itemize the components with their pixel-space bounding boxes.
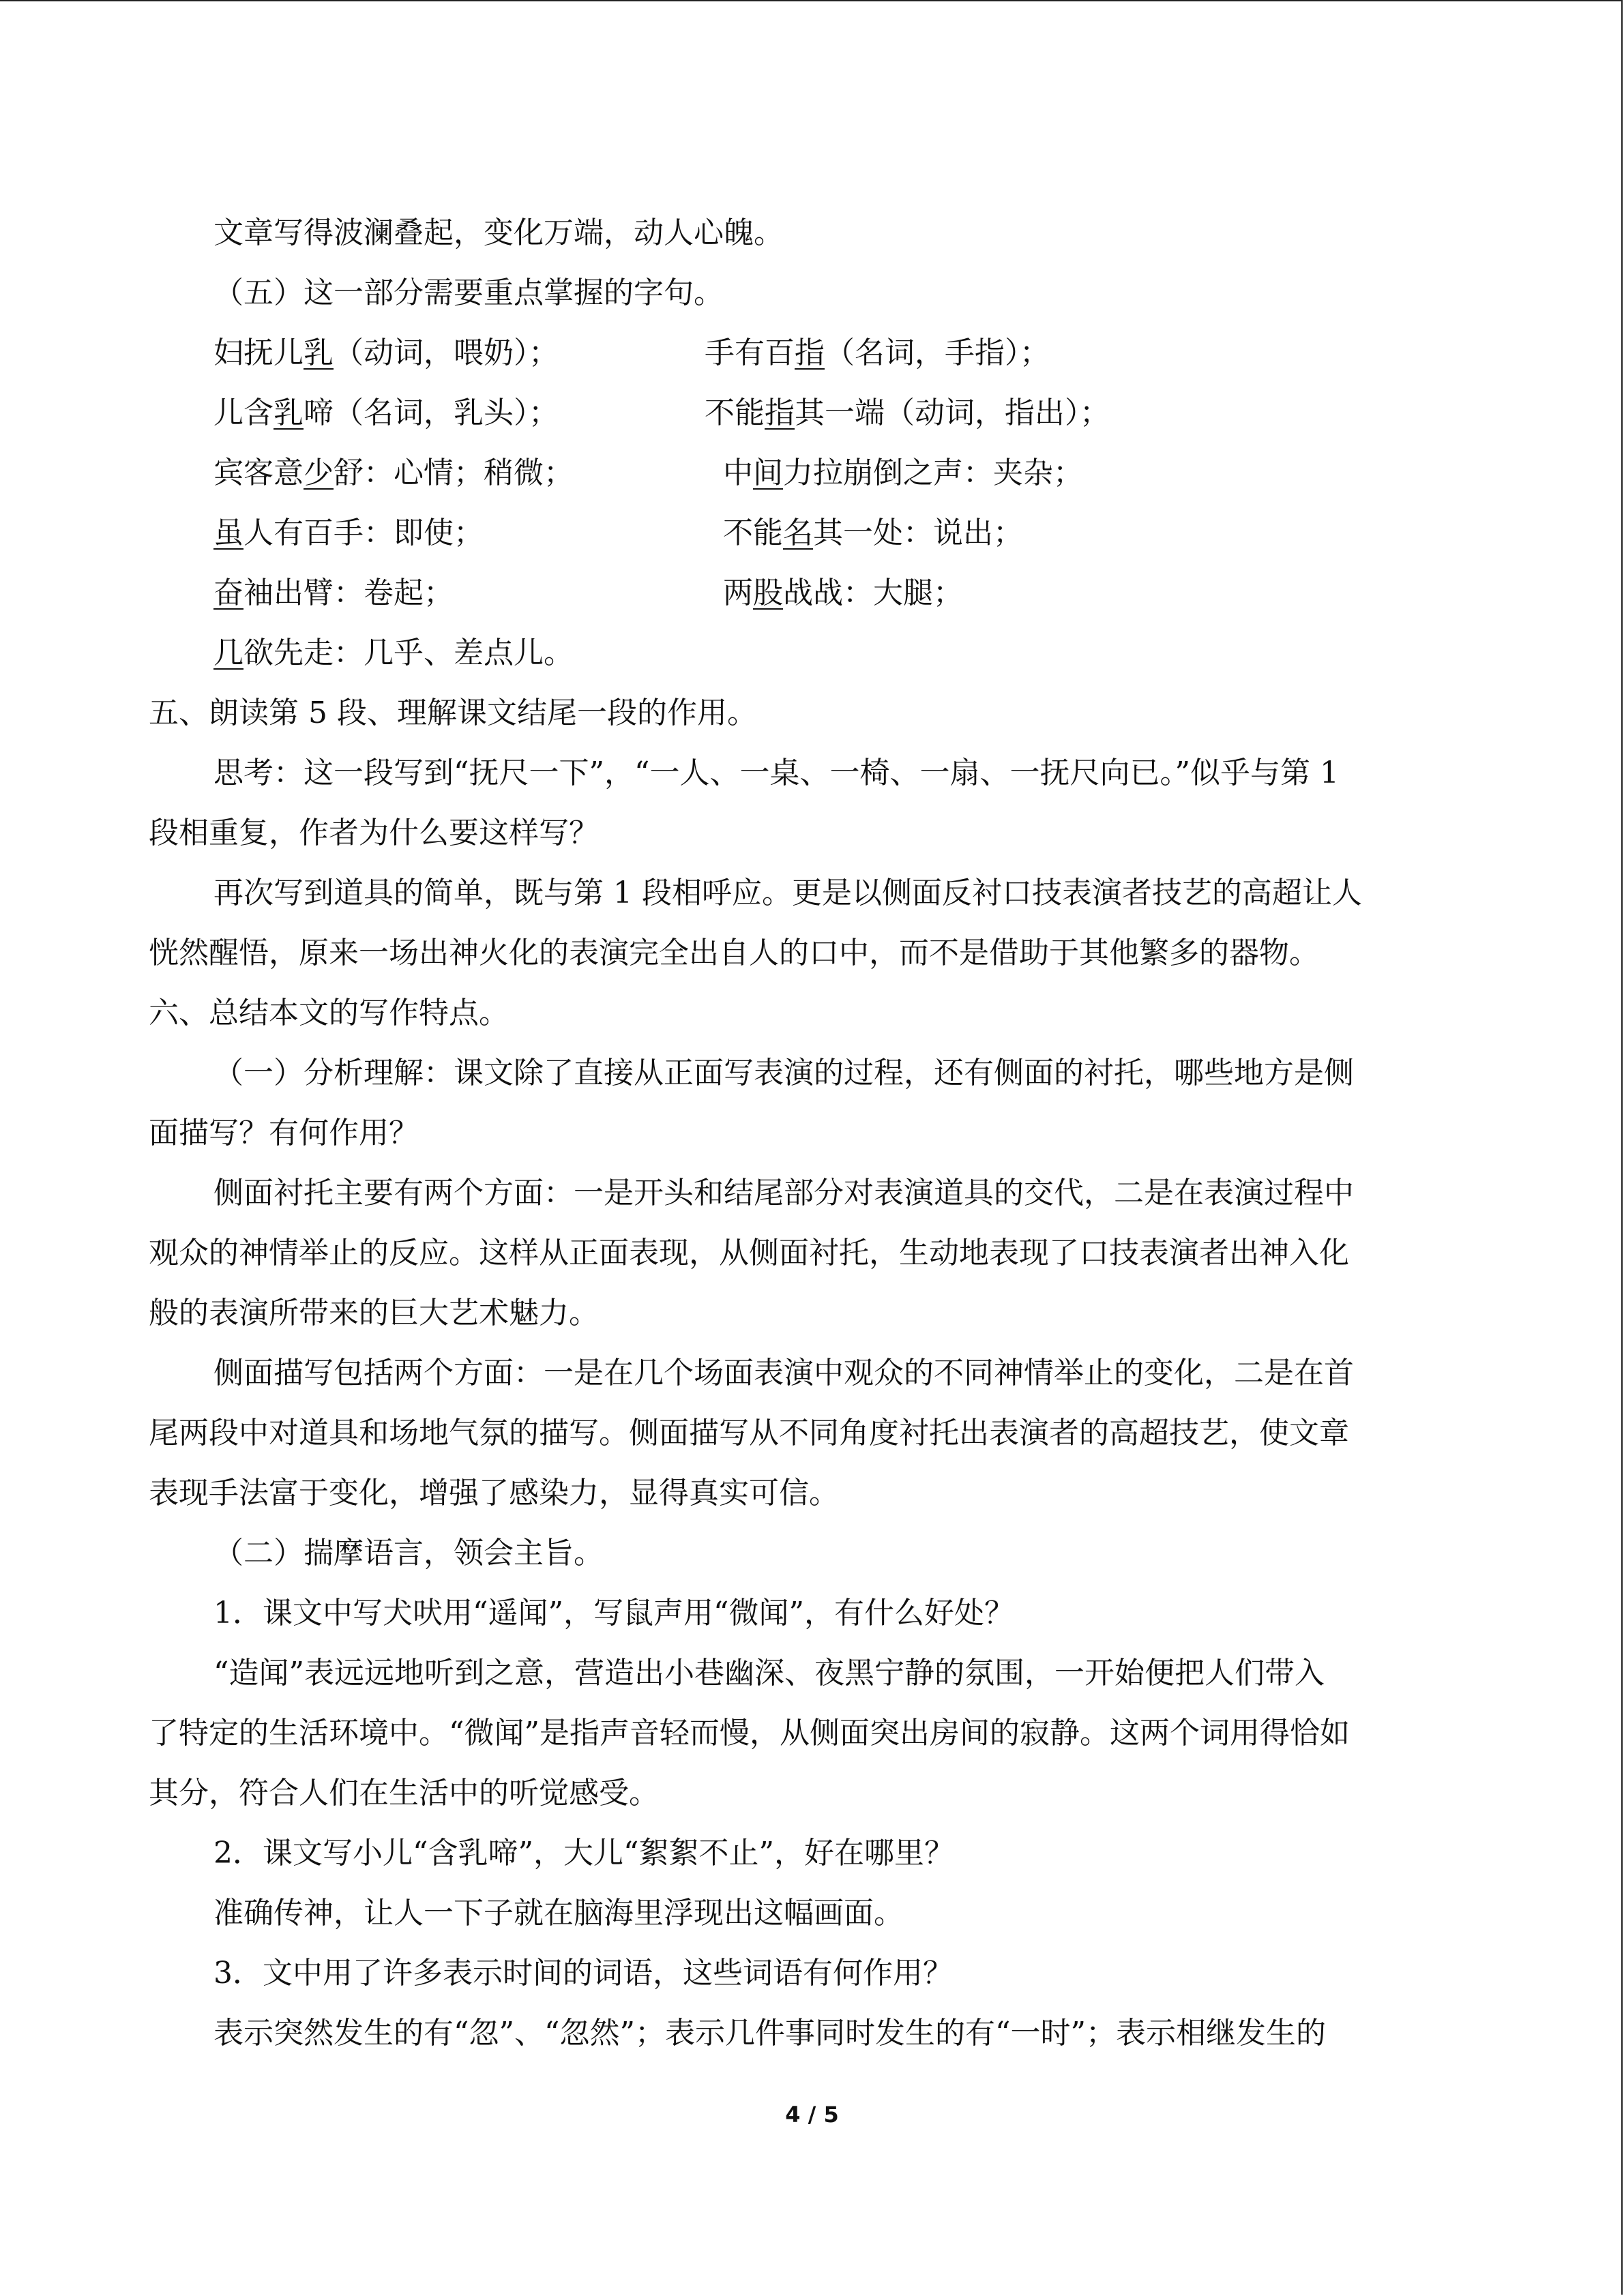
paragraph-line: 其分，符合人们在生活中的听觉感受。 (149, 1776, 659, 1810)
paragraph-line: 表现手法富于变化，增强了感染力，显得真实可信。 (149, 1476, 839, 1510)
underlined-char: 名 (783, 516, 813, 550)
underlined-char: 奋 (213, 576, 243, 610)
paragraph-line: 侧面衬托主要有两个方面：一是开头和结尾部分对表演道具的交代，二是在表演过程中 (213, 1176, 1354, 1210)
vocab-item: 几欲先走：几乎、差点儿。 (213, 636, 574, 670)
vocab-item: 不能指其一端（动词，指出）； (705, 396, 1110, 430)
underlined-char: 间 (753, 456, 783, 490)
question-line: 2．课文写小儿“含乳啼”，大儿“絮絮不止”，好在哪里？ (213, 1836, 954, 1870)
underlined-char: 指 (795, 336, 825, 370)
vocab-item: 手有百指（名词，手指）； (705, 336, 1050, 370)
paragraph-line: 恍然醒悟，原来一场出神火化的表演完全出自人的口中，而不是借助于其他繁多的器物。 (149, 936, 1319, 970)
underlined-char: 乳 (304, 336, 334, 370)
paragraph-line: 了特定的生活环境中。“微闻”是指声音轻而慢，从侧面突出房间的寂静。这两个词用得恰如 (149, 1716, 1350, 1750)
vocab-item: 两股战战：大腿； (723, 576, 963, 610)
paragraph-line: 再次写到道具的简单，既与第 1 段相呼应。更是以侧面反衬口技表演者技艺的高超让人 (213, 876, 1362, 910)
page-number: 4 / 5 (785, 2102, 839, 2128)
paragraph-line: 般的表演所带来的巨大艺术魅力。 (149, 1296, 599, 1330)
section-heading: （五）这一部分需要重点掌握的字句。 (213, 275, 724, 310)
vocab-item: 不能名其一处：说出； (723, 516, 1023, 550)
vocab-item: 宾客意少舒：心情；稍微； (213, 456, 574, 490)
paragraph-line: 准确传神，让人一下子就在脑海里浮现出这幅画面。 (213, 1896, 904, 1930)
section-heading: 六、总结本文的写作特点。 (149, 996, 509, 1030)
underlined-char: 虽 (213, 516, 243, 550)
section-heading: （二）揣摩语言，领会主旨。 (213, 1536, 604, 1570)
paragraph-line: 尾两段中对道具和场地气氛的描写。侧面描写从不同角度衬托出表演者的高超技艺，使文章 (149, 1416, 1349, 1450)
underlined-char: 少 (304, 456, 334, 490)
section-heading: （一）分析理解：课文除了直接从正面写表演的过程，还有侧面的衬托，哪些地方是侧 (213, 1056, 1354, 1090)
underlined-char: 乳 (274, 396, 304, 430)
paragraph-line: 观众的神情举止的反应。这样从正面表现，从侧面衬托，生动地表现了口技表演者出神入化 (149, 1236, 1349, 1270)
paragraph-line: 面描写？有何作用？ (149, 1116, 419, 1150)
question-line: 3．文中用了许多表示时间的词语，这些词语有何作用？ (213, 1956, 953, 1991)
vocab-item: 虽人有百手：即使； (213, 516, 484, 550)
paragraph-line: 段相重复，作者为什么要这样写？ (149, 816, 599, 850)
section-heading: 五、朗读第 5 段、理解课文结尾一段的作用。 (149, 696, 757, 730)
underlined-char: 股 (753, 576, 783, 610)
vocab-item: 妇抚儿乳（动词，喂奶）； (213, 336, 559, 370)
paragraph-line: 文章写得波澜叠起，变化万端，动人心魄。 (213, 215, 784, 250)
vocab-item: 奋袖出臂：卷起； (213, 576, 454, 610)
underlined-char: 几 (213, 636, 243, 670)
paragraph-line: “造闻”表远远地听到之意，营造出小巷幽深、夜黑宁静的氛围，一开始便把人们带入 (213, 1656, 1325, 1690)
vocab-item: 儿含乳啼（名词，乳头）； (213, 396, 559, 430)
paragraph-line: 表示突然发生的有“忽”、“忽然”；表示几件事同时发生的有“一时”；表示相继发生的 (213, 2016, 1326, 2051)
underlined-char: 指 (765, 396, 795, 430)
paragraph-line: 思考：这一段写到“抚尺一下”，“一人、一桌、一椅、一扇、一抚尺向已。”似乎与第 1 (213, 756, 1339, 790)
question-line: 1．课文中写犬吠用“遥闻”，写鼠声用“微闻”，有什么好处？ (213, 1596, 1014, 1630)
vocab-item: 中间力拉崩倒之声：夹杂； (723, 456, 1083, 490)
paragraph-line: 侧面描写包括两个方面：一是在几个场面表演中观众的不同神情举止的变化，二是在首 (213, 1356, 1354, 1390)
